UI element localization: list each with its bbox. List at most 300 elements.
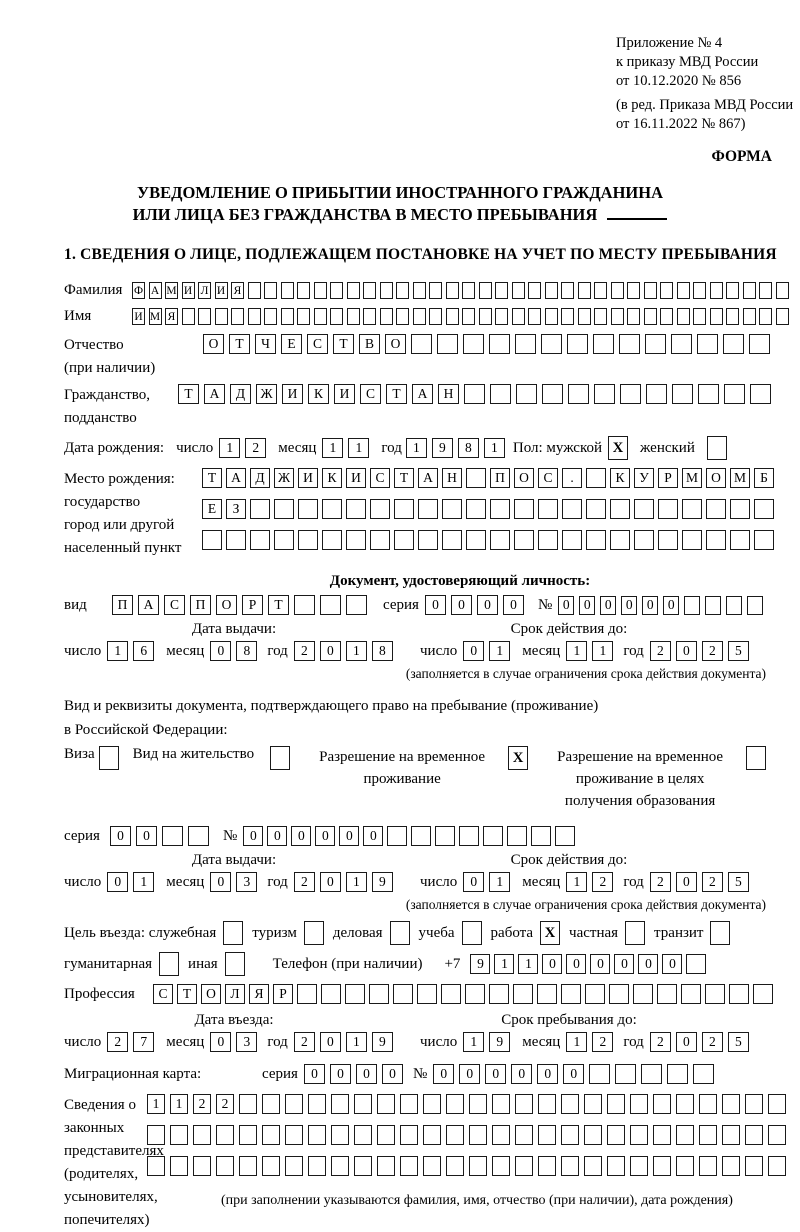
char-cell[interactable] [281, 282, 294, 299]
char-cell[interactable]: 5 [728, 641, 749, 661]
char-cell[interactable] [584, 1094, 602, 1114]
purpose-work-checkbox[interactable]: X [540, 921, 560, 945]
char-cell[interactable] [400, 1156, 418, 1176]
char-cell[interactable] [528, 308, 541, 325]
char-cell[interactable]: Д [250, 468, 270, 488]
char-cell[interactable] [578, 308, 591, 325]
char-cell[interactable]: И [298, 468, 318, 488]
char-cell[interactable] [320, 595, 341, 615]
char-cell[interactable]: П [190, 595, 211, 615]
char-cell[interactable]: 0 [330, 1064, 351, 1084]
char-cell[interactable] [515, 1125, 533, 1145]
char-cell[interactable] [658, 499, 678, 519]
char-cell[interactable]: 1 [219, 438, 240, 458]
char-cell[interactable] [394, 530, 414, 550]
char-cell[interactable]: 2 [193, 1094, 211, 1114]
char-cell[interactable] [743, 282, 756, 299]
char-cell[interactable]: С [360, 384, 381, 404]
char-cell[interactable] [507, 826, 527, 846]
char-cell[interactable] [644, 282, 657, 299]
char-cell[interactable] [462, 282, 475, 299]
char-cell[interactable] [354, 1156, 372, 1176]
char-cell[interactable]: 0 [590, 954, 610, 974]
char-cell[interactable]: 1 [484, 438, 505, 458]
char-cell[interactable]: 2 [294, 1032, 315, 1052]
char-cell[interactable] [538, 1094, 556, 1114]
char-cell[interactable] [610, 530, 630, 550]
patronymic-input[interactable] [203, 334, 770, 354]
char-cell[interactable] [594, 384, 615, 404]
char-cell[interactable]: 0 [291, 826, 311, 846]
char-cell[interactable] [594, 282, 607, 299]
stay-year-input[interactable] [650, 1032, 749, 1052]
char-cell[interactable] [330, 308, 343, 325]
char-cell[interactable]: 1 [566, 872, 587, 892]
char-cell[interactable] [331, 1125, 349, 1145]
char-cell[interactable]: О [706, 468, 726, 488]
purpose-official-checkbox[interactable] [223, 921, 243, 945]
char-cell[interactable]: В [359, 334, 380, 354]
char-cell[interactable] [768, 1156, 786, 1176]
char-cell[interactable]: 1 [518, 954, 538, 974]
char-cell[interactable] [298, 530, 318, 550]
char-cell[interactable]: П [490, 468, 510, 488]
char-cell[interactable]: 0 [542, 954, 562, 974]
char-cell[interactable] [645, 334, 666, 354]
entry-month-input[interactable] [210, 1032, 257, 1052]
char-cell[interactable]: 0 [210, 872, 231, 892]
char-cell[interactable]: М [730, 468, 750, 488]
char-cell[interactable] [346, 499, 366, 519]
sex-female-checkbox[interactable] [707, 436, 727, 460]
char-cell[interactable]: 0 [459, 1064, 480, 1084]
char-cell[interactable] [417, 984, 437, 1004]
char-cell[interactable]: 0 [600, 596, 616, 615]
char-cell[interactable] [377, 1094, 395, 1114]
char-cell[interactable] [264, 282, 277, 299]
char-cell[interactable]: О [203, 334, 224, 354]
char-cell[interactable] [446, 308, 459, 325]
char-cell[interactable]: 0 [451, 595, 472, 615]
char-cell[interactable] [710, 282, 723, 299]
char-cell[interactable]: 0 [558, 596, 574, 615]
char-cell[interactable] [630, 1094, 648, 1114]
char-cell[interactable] [274, 530, 294, 550]
char-cell[interactable] [561, 1156, 579, 1176]
char-cell[interactable] [726, 308, 739, 325]
char-cell[interactable]: 0 [304, 1064, 325, 1084]
char-cell[interactable]: Д [230, 384, 251, 404]
permit-issue-day-input[interactable] [107, 872, 154, 892]
char-cell[interactable]: Ф [132, 282, 145, 299]
char-cell[interactable] [512, 282, 525, 299]
char-cell[interactable] [607, 1094, 625, 1114]
char-cell[interactable] [633, 984, 653, 1004]
char-cell[interactable] [314, 282, 327, 299]
char-cell[interactable] [634, 530, 654, 550]
char-cell[interactable]: 0 [425, 595, 446, 615]
char-cell[interactable]: С [370, 468, 390, 488]
char-cell[interactable] [634, 499, 654, 519]
char-cell[interactable]: И [346, 468, 366, 488]
char-cell[interactable]: 3 [236, 872, 257, 892]
char-cell[interactable]: 2 [702, 1032, 723, 1052]
char-cell[interactable]: 1 [322, 438, 343, 458]
char-cell[interactable]: 1 [592, 641, 613, 661]
char-cell[interactable] [619, 334, 640, 354]
char-cell[interactable] [676, 1094, 694, 1114]
char-cell[interactable] [423, 1125, 441, 1145]
char-cell[interactable] [722, 1156, 740, 1176]
char-cell[interactable] [369, 984, 389, 1004]
char-cell[interactable]: Ч [255, 334, 276, 354]
char-cell[interactable]: 1 [348, 438, 369, 458]
char-cell[interactable]: Р [658, 468, 678, 488]
char-cell[interactable] [699, 1156, 717, 1176]
char-cell[interactable]: 1 [566, 641, 587, 661]
char-cell[interactable] [308, 1125, 326, 1145]
char-cell[interactable]: Т [386, 384, 407, 404]
char-cell[interactable]: 0 [477, 595, 498, 615]
char-cell[interactable] [586, 468, 606, 488]
char-cell[interactable] [593, 334, 614, 354]
char-cell[interactable] [446, 1125, 464, 1145]
char-cell[interactable] [377, 1125, 395, 1145]
citizenship-input[interactable] [178, 384, 771, 404]
char-cell[interactable] [193, 1125, 211, 1145]
char-cell[interactable]: Ж [256, 384, 277, 404]
char-cell[interactable] [466, 468, 486, 488]
char-cell[interactable] [754, 530, 774, 550]
char-cell[interactable] [466, 499, 486, 519]
phone-input[interactable] [470, 954, 706, 974]
char-cell[interactable]: 2 [650, 1032, 671, 1052]
birth-month-input[interactable] [322, 438, 369, 458]
stay-day-input[interactable] [463, 1032, 510, 1052]
char-cell[interactable]: Т [229, 334, 250, 354]
char-cell[interactable]: 2 [592, 872, 613, 892]
char-cell[interactable]: 0 [136, 826, 157, 846]
permit-series-input[interactable] [110, 826, 209, 846]
char-cell[interactable] [239, 1125, 257, 1145]
purpose-other-checkbox[interactable] [225, 952, 245, 976]
char-cell[interactable] [330, 282, 343, 299]
purpose-tourism-checkbox[interactable] [304, 921, 324, 945]
char-cell[interactable]: 7 [133, 1032, 154, 1052]
char-cell[interactable] [646, 384, 667, 404]
sex-male-checkbox[interactable]: X [608, 436, 628, 460]
char-cell[interactable] [609, 984, 629, 1004]
legal-reps-line2-input[interactable] [147, 1125, 786, 1145]
char-cell[interactable] [653, 1125, 671, 1145]
char-cell[interactable] [285, 1125, 303, 1145]
char-cell[interactable]: Р [242, 595, 263, 615]
char-cell[interactable] [418, 530, 438, 550]
char-cell[interactable] [705, 984, 725, 1004]
char-cell[interactable]: 1 [107, 641, 128, 661]
entry-year-input[interactable] [294, 1032, 393, 1052]
char-cell[interactable] [370, 530, 390, 550]
char-cell[interactable]: 0 [676, 872, 697, 892]
char-cell[interactable] [722, 1094, 740, 1114]
char-cell[interactable]: 1 [489, 641, 510, 661]
char-cell[interactable] [562, 530, 582, 550]
birth-year-input[interactable] [406, 438, 505, 458]
char-cell[interactable] [363, 282, 376, 299]
surname-input[interactable] [132, 282, 789, 299]
char-cell[interactable]: 0 [382, 1064, 403, 1084]
char-cell[interactable] [294, 595, 315, 615]
char-cell[interactable]: 1 [133, 872, 154, 892]
char-cell[interactable]: 1 [463, 1032, 484, 1052]
char-cell[interactable]: Т [394, 468, 414, 488]
doc-issue-month-input[interactable] [210, 641, 257, 661]
char-cell[interactable]: 0 [485, 1064, 506, 1084]
char-cell[interactable] [170, 1156, 188, 1176]
char-cell[interactable] [495, 282, 508, 299]
char-cell[interactable] [479, 282, 492, 299]
char-cell[interactable] [658, 530, 678, 550]
char-cell[interactable]: И [215, 282, 228, 299]
char-cell[interactable] [681, 984, 701, 1004]
char-cell[interactable]: 2 [650, 641, 671, 661]
legal-reps-line1-input[interactable] [147, 1094, 786, 1114]
char-cell[interactable] [394, 499, 414, 519]
char-cell[interactable]: 0 [614, 954, 634, 974]
char-cell[interactable] [745, 1156, 763, 1176]
char-cell[interactable] [216, 1156, 234, 1176]
char-cell[interactable]: 9 [432, 438, 453, 458]
char-cell[interactable]: 1 [346, 1032, 367, 1052]
purpose-business-checkbox[interactable] [390, 921, 410, 945]
char-cell[interactable]: 0 [267, 826, 287, 846]
char-cell[interactable]: Б [754, 468, 774, 488]
char-cell[interactable]: 2 [650, 872, 671, 892]
char-cell[interactable] [437, 334, 458, 354]
char-cell[interactable]: . [562, 468, 582, 488]
char-cell[interactable]: 0 [503, 595, 524, 615]
char-cell[interactable] [380, 308, 393, 325]
char-cell[interactable]: 5 [728, 872, 749, 892]
char-cell[interactable] [776, 308, 789, 325]
char-cell[interactable] [743, 308, 756, 325]
char-cell[interactable] [469, 1156, 487, 1176]
char-cell[interactable] [418, 499, 438, 519]
char-cell[interactable] [239, 1156, 257, 1176]
visa-checkbox[interactable] [99, 746, 119, 770]
char-cell[interactable] [446, 282, 459, 299]
char-cell[interactable] [441, 984, 461, 1004]
char-cell[interactable] [745, 1125, 763, 1145]
char-cell[interactable] [188, 826, 209, 846]
char-cell[interactable]: И [334, 384, 355, 404]
char-cell[interactable]: 0 [320, 872, 341, 892]
char-cell[interactable] [542, 384, 563, 404]
char-cell[interactable] [515, 1156, 533, 1176]
char-cell[interactable]: 0 [676, 641, 697, 661]
given-name-input[interactable] [132, 308, 789, 325]
legal-reps-line3-input[interactable] [147, 1156, 786, 1176]
char-cell[interactable]: 0 [642, 596, 658, 615]
char-cell[interactable] [759, 282, 772, 299]
char-cell[interactable] [585, 984, 605, 1004]
char-cell[interactable]: 0 [463, 872, 484, 892]
char-cell[interactable] [347, 308, 360, 325]
char-cell[interactable] [147, 1125, 165, 1145]
char-cell[interactable] [182, 308, 195, 325]
char-cell[interactable] [490, 499, 510, 519]
char-cell[interactable] [464, 384, 485, 404]
char-cell[interactable] [512, 308, 525, 325]
char-cell[interactable] [411, 334, 432, 354]
char-cell[interactable] [768, 1094, 786, 1114]
char-cell[interactable] [413, 282, 426, 299]
char-cell[interactable] [380, 282, 393, 299]
char-cell[interactable] [363, 308, 376, 325]
char-cell[interactable]: 0 [511, 1064, 532, 1084]
char-cell[interactable] [492, 1094, 510, 1114]
char-cell[interactable] [611, 282, 624, 299]
char-cell[interactable] [400, 1125, 418, 1145]
char-cell[interactable]: 0 [537, 1064, 558, 1084]
char-cell[interactable]: А [204, 384, 225, 404]
char-cell[interactable] [568, 384, 589, 404]
char-cell[interactable] [528, 282, 541, 299]
char-cell[interactable] [446, 1094, 464, 1114]
char-cell[interactable] [561, 1094, 579, 1114]
char-cell[interactable]: 8 [372, 641, 393, 661]
doc-valid-day-input[interactable] [463, 641, 510, 661]
char-cell[interactable] [393, 984, 413, 1004]
purpose-humanitarian-checkbox[interactable] [159, 952, 179, 976]
char-cell[interactable] [538, 1156, 556, 1176]
char-cell[interactable]: 2 [216, 1094, 234, 1114]
char-cell[interactable] [706, 530, 726, 550]
char-cell[interactable]: 5 [728, 1032, 749, 1052]
char-cell[interactable] [193, 1156, 211, 1176]
char-cell[interactable] [321, 984, 341, 1004]
char-cell[interactable] [584, 1156, 602, 1176]
char-cell[interactable] [699, 1094, 717, 1114]
char-cell[interactable] [667, 1064, 688, 1084]
char-cell[interactable] [239, 1094, 257, 1114]
char-cell[interactable]: 0 [621, 596, 637, 615]
char-cell[interactable] [698, 384, 719, 404]
char-cell[interactable] [750, 384, 771, 404]
char-cell[interactable] [586, 530, 606, 550]
char-cell[interactable]: К [322, 468, 342, 488]
char-cell[interactable] [215, 308, 228, 325]
char-cell[interactable] [723, 334, 744, 354]
char-cell[interactable] [561, 984, 581, 1004]
temp-residence-edu-checkbox[interactable] [746, 746, 766, 770]
char-cell[interactable] [578, 282, 591, 299]
char-cell[interactable]: 0 [566, 954, 586, 974]
char-cell[interactable] [561, 308, 574, 325]
doc-series-input[interactable] [425, 595, 524, 615]
char-cell[interactable]: Я [165, 308, 178, 325]
char-cell[interactable] [495, 308, 508, 325]
char-cell[interactable]: З [226, 499, 246, 519]
char-cell[interactable]: 8 [236, 641, 257, 661]
char-cell[interactable] [354, 1094, 372, 1114]
char-cell[interactable]: А [149, 282, 162, 299]
char-cell[interactable]: А [412, 384, 433, 404]
char-cell[interactable] [262, 1156, 280, 1176]
char-cell[interactable] [545, 282, 558, 299]
char-cell[interactable] [248, 282, 261, 299]
char-cell[interactable] [671, 334, 692, 354]
char-cell[interactable]: Е [202, 499, 222, 519]
char-cell[interactable]: М [682, 468, 702, 488]
char-cell[interactable] [584, 1125, 602, 1145]
char-cell[interactable]: И [132, 308, 145, 325]
char-cell[interactable] [459, 826, 479, 846]
doc-type-input[interactable] [112, 595, 367, 615]
char-cell[interactable]: 1 [566, 1032, 587, 1052]
char-cell[interactable] [466, 530, 486, 550]
doc-valid-year-input[interactable] [650, 641, 749, 661]
char-cell[interactable] [693, 308, 706, 325]
char-cell[interactable]: 0 [579, 596, 595, 615]
char-cell[interactable]: 1 [489, 872, 510, 892]
birthplace-line2-input[interactable] [202, 499, 774, 519]
char-cell[interactable] [594, 308, 607, 325]
char-cell[interactable] [693, 282, 706, 299]
char-cell[interactable] [722, 1125, 740, 1145]
char-cell[interactable]: 3 [236, 1032, 257, 1052]
char-cell[interactable] [754, 499, 774, 519]
char-cell[interactable] [198, 308, 211, 325]
char-cell[interactable]: С [307, 334, 328, 354]
char-cell[interactable] [462, 308, 475, 325]
char-cell[interactable] [677, 308, 690, 325]
migcard-number-input[interactable] [433, 1064, 714, 1084]
char-cell[interactable] [705, 596, 721, 615]
char-cell[interactable] [435, 826, 455, 846]
char-cell[interactable] [697, 334, 718, 354]
char-cell[interactable]: И [282, 384, 303, 404]
char-cell[interactable]: 2 [702, 872, 723, 892]
char-cell[interactable] [630, 1125, 648, 1145]
char-cell[interactable]: И [182, 282, 195, 299]
char-cell[interactable] [567, 334, 588, 354]
doc-issue-year-input[interactable] [294, 641, 393, 661]
entry-day-input[interactable] [107, 1032, 154, 1052]
char-cell[interactable] [285, 1094, 303, 1114]
char-cell[interactable]: 0 [363, 826, 383, 846]
char-cell[interactable]: 0 [320, 1032, 341, 1052]
char-cell[interactable] [514, 499, 534, 519]
char-cell[interactable]: О [385, 334, 406, 354]
profession-input[interactable] [153, 984, 773, 1004]
char-cell[interactable] [308, 1094, 326, 1114]
char-cell[interactable] [346, 530, 366, 550]
migcard-series-input[interactable] [304, 1064, 403, 1084]
char-cell[interactable] [630, 1156, 648, 1176]
char-cell[interactable]: 0 [663, 596, 679, 615]
char-cell[interactable] [561, 282, 574, 299]
char-cell[interactable] [423, 1094, 441, 1114]
char-cell[interactable]: М [149, 308, 162, 325]
char-cell[interactable] [660, 282, 673, 299]
char-cell[interactable] [483, 826, 503, 846]
stay-month-input[interactable] [566, 1032, 613, 1052]
char-cell[interactable] [147, 1156, 165, 1176]
char-cell[interactable] [730, 499, 750, 519]
char-cell[interactable] [682, 499, 702, 519]
char-cell[interactable] [676, 1156, 694, 1176]
